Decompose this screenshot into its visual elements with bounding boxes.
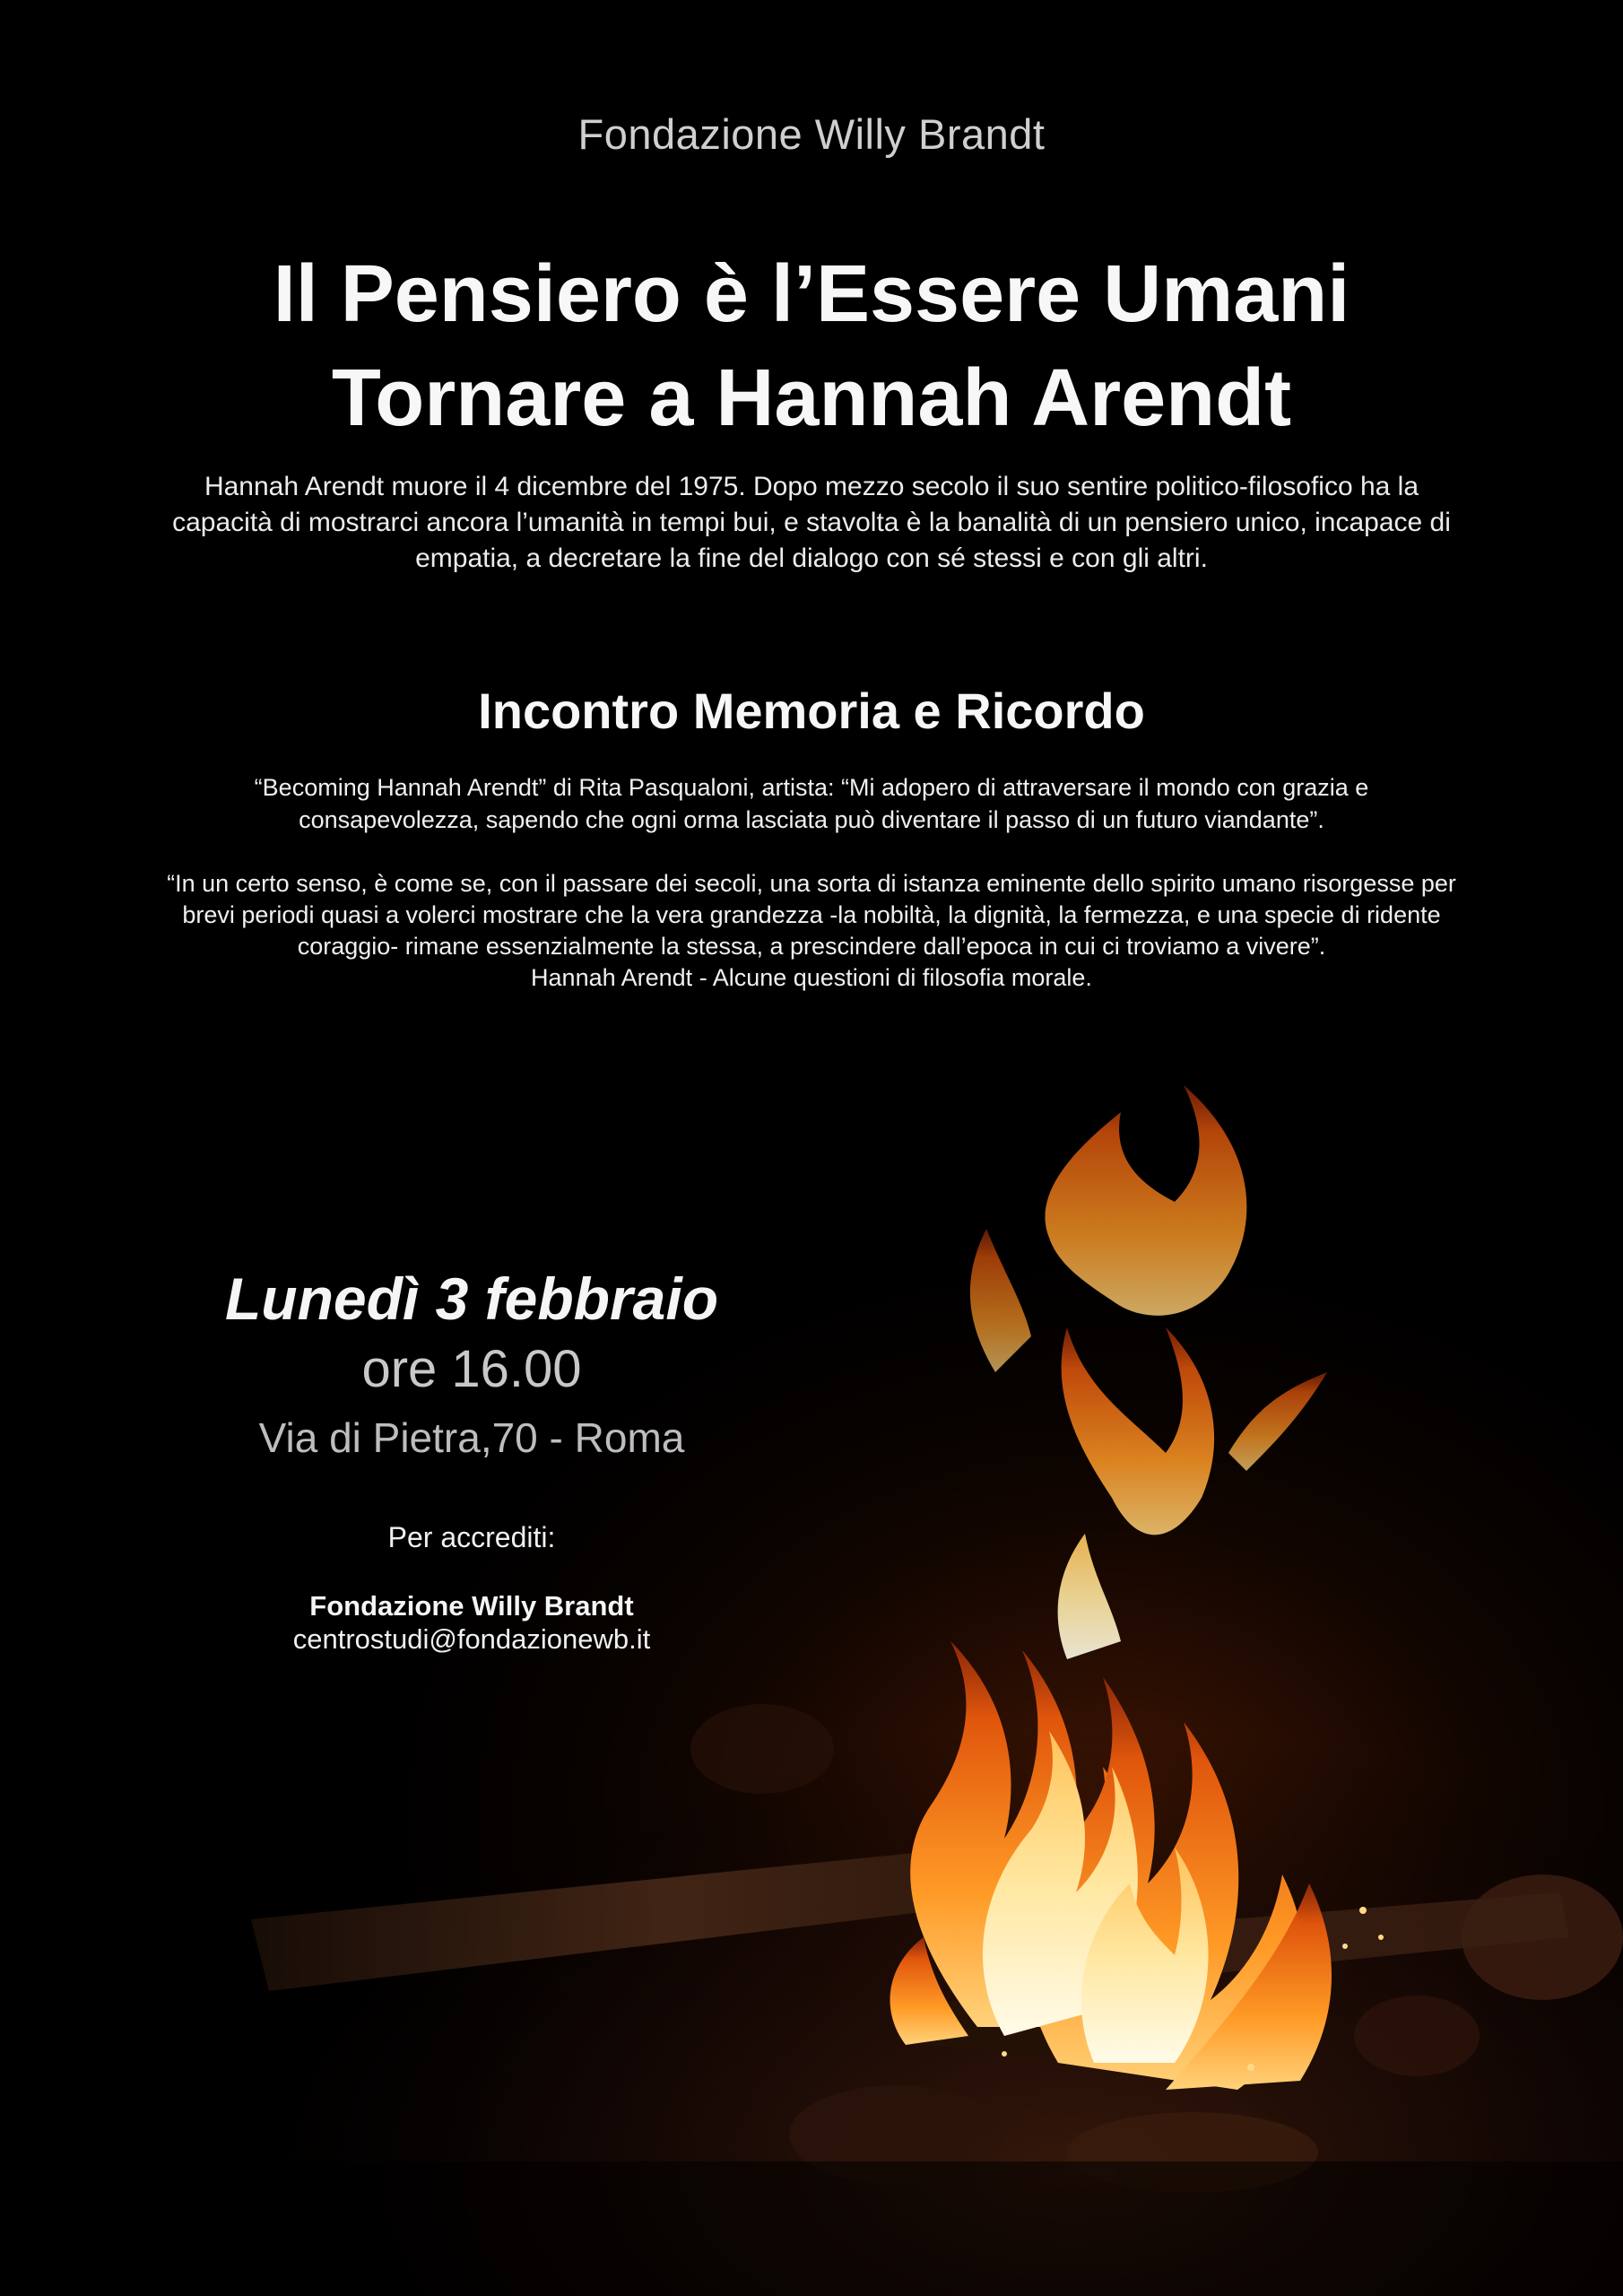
event-date: Lunedì 3 febbraio bbox=[224, 1265, 719, 1332]
quote-source: Hannah Arendt - Alcune questioni di filosofia morale. bbox=[531, 964, 1092, 991]
organization-name: Fondazione Willy Brandt bbox=[577, 110, 1046, 158]
section-title: Incontro Memoria e Ricordo bbox=[478, 683, 1145, 739]
event-time: ore 16.00 bbox=[361, 1340, 582, 1398]
event-location: Via di Pietra,70 - Roma bbox=[258, 1414, 685, 1461]
contact-organization: Fondazione Willy Brandt bbox=[309, 1590, 634, 1622]
arendt-quote-block bbox=[152, 868, 1471, 994]
arendt-quote: “In un certo senso, è come se, con il passare dei secoli, una sorta di istanza eminente dello spirito umano risorgesse per brevi periodi quasi a volerci mostrare che la vera grandezza -la nobiltà, la dignità, la fermezza, e una specie di ridente coraggio- rimane essenzialmente la stessa, a prescindere dall’epoca in cui ci troviamo a vivere”. bbox=[167, 870, 1456, 960]
contact-email-link[interactable]: centrostudi@fondazionewb.it bbox=[292, 1623, 651, 1655]
title-line-1: Il Pensiero è l’Essere Umani bbox=[273, 249, 1350, 339]
title-line-2: Tornare a Hannah Arendt bbox=[331, 353, 1292, 443]
accreditation-label: Per accrediti: bbox=[387, 1521, 556, 1553]
intro-paragraph: Hannah Arendt muore il 4 dicembre del 1975. Dopo mezzo secolo il suo sentire politico-filosofico ha la capacità di mostrarci ancora l’umanità in tempi bui, e stavolta è la banalità di un pensiero unico, incapace di empatia, a decretare la fine del dialogo con sé stessi e con gli altri. bbox=[172, 472, 1451, 573]
artist-quote: “Becoming Hannah Arendt” di Rita Pasqualoni, artista: “Mi adopero di attraversare il mondo con grazia e consapevolezza, sapendo che ogni orma lasciata può diventare il passo di un futuro viandante”. bbox=[254, 774, 1369, 833]
campfire-photo bbox=[0, 1031, 1623, 2296]
page-title bbox=[0, 242, 1623, 450]
